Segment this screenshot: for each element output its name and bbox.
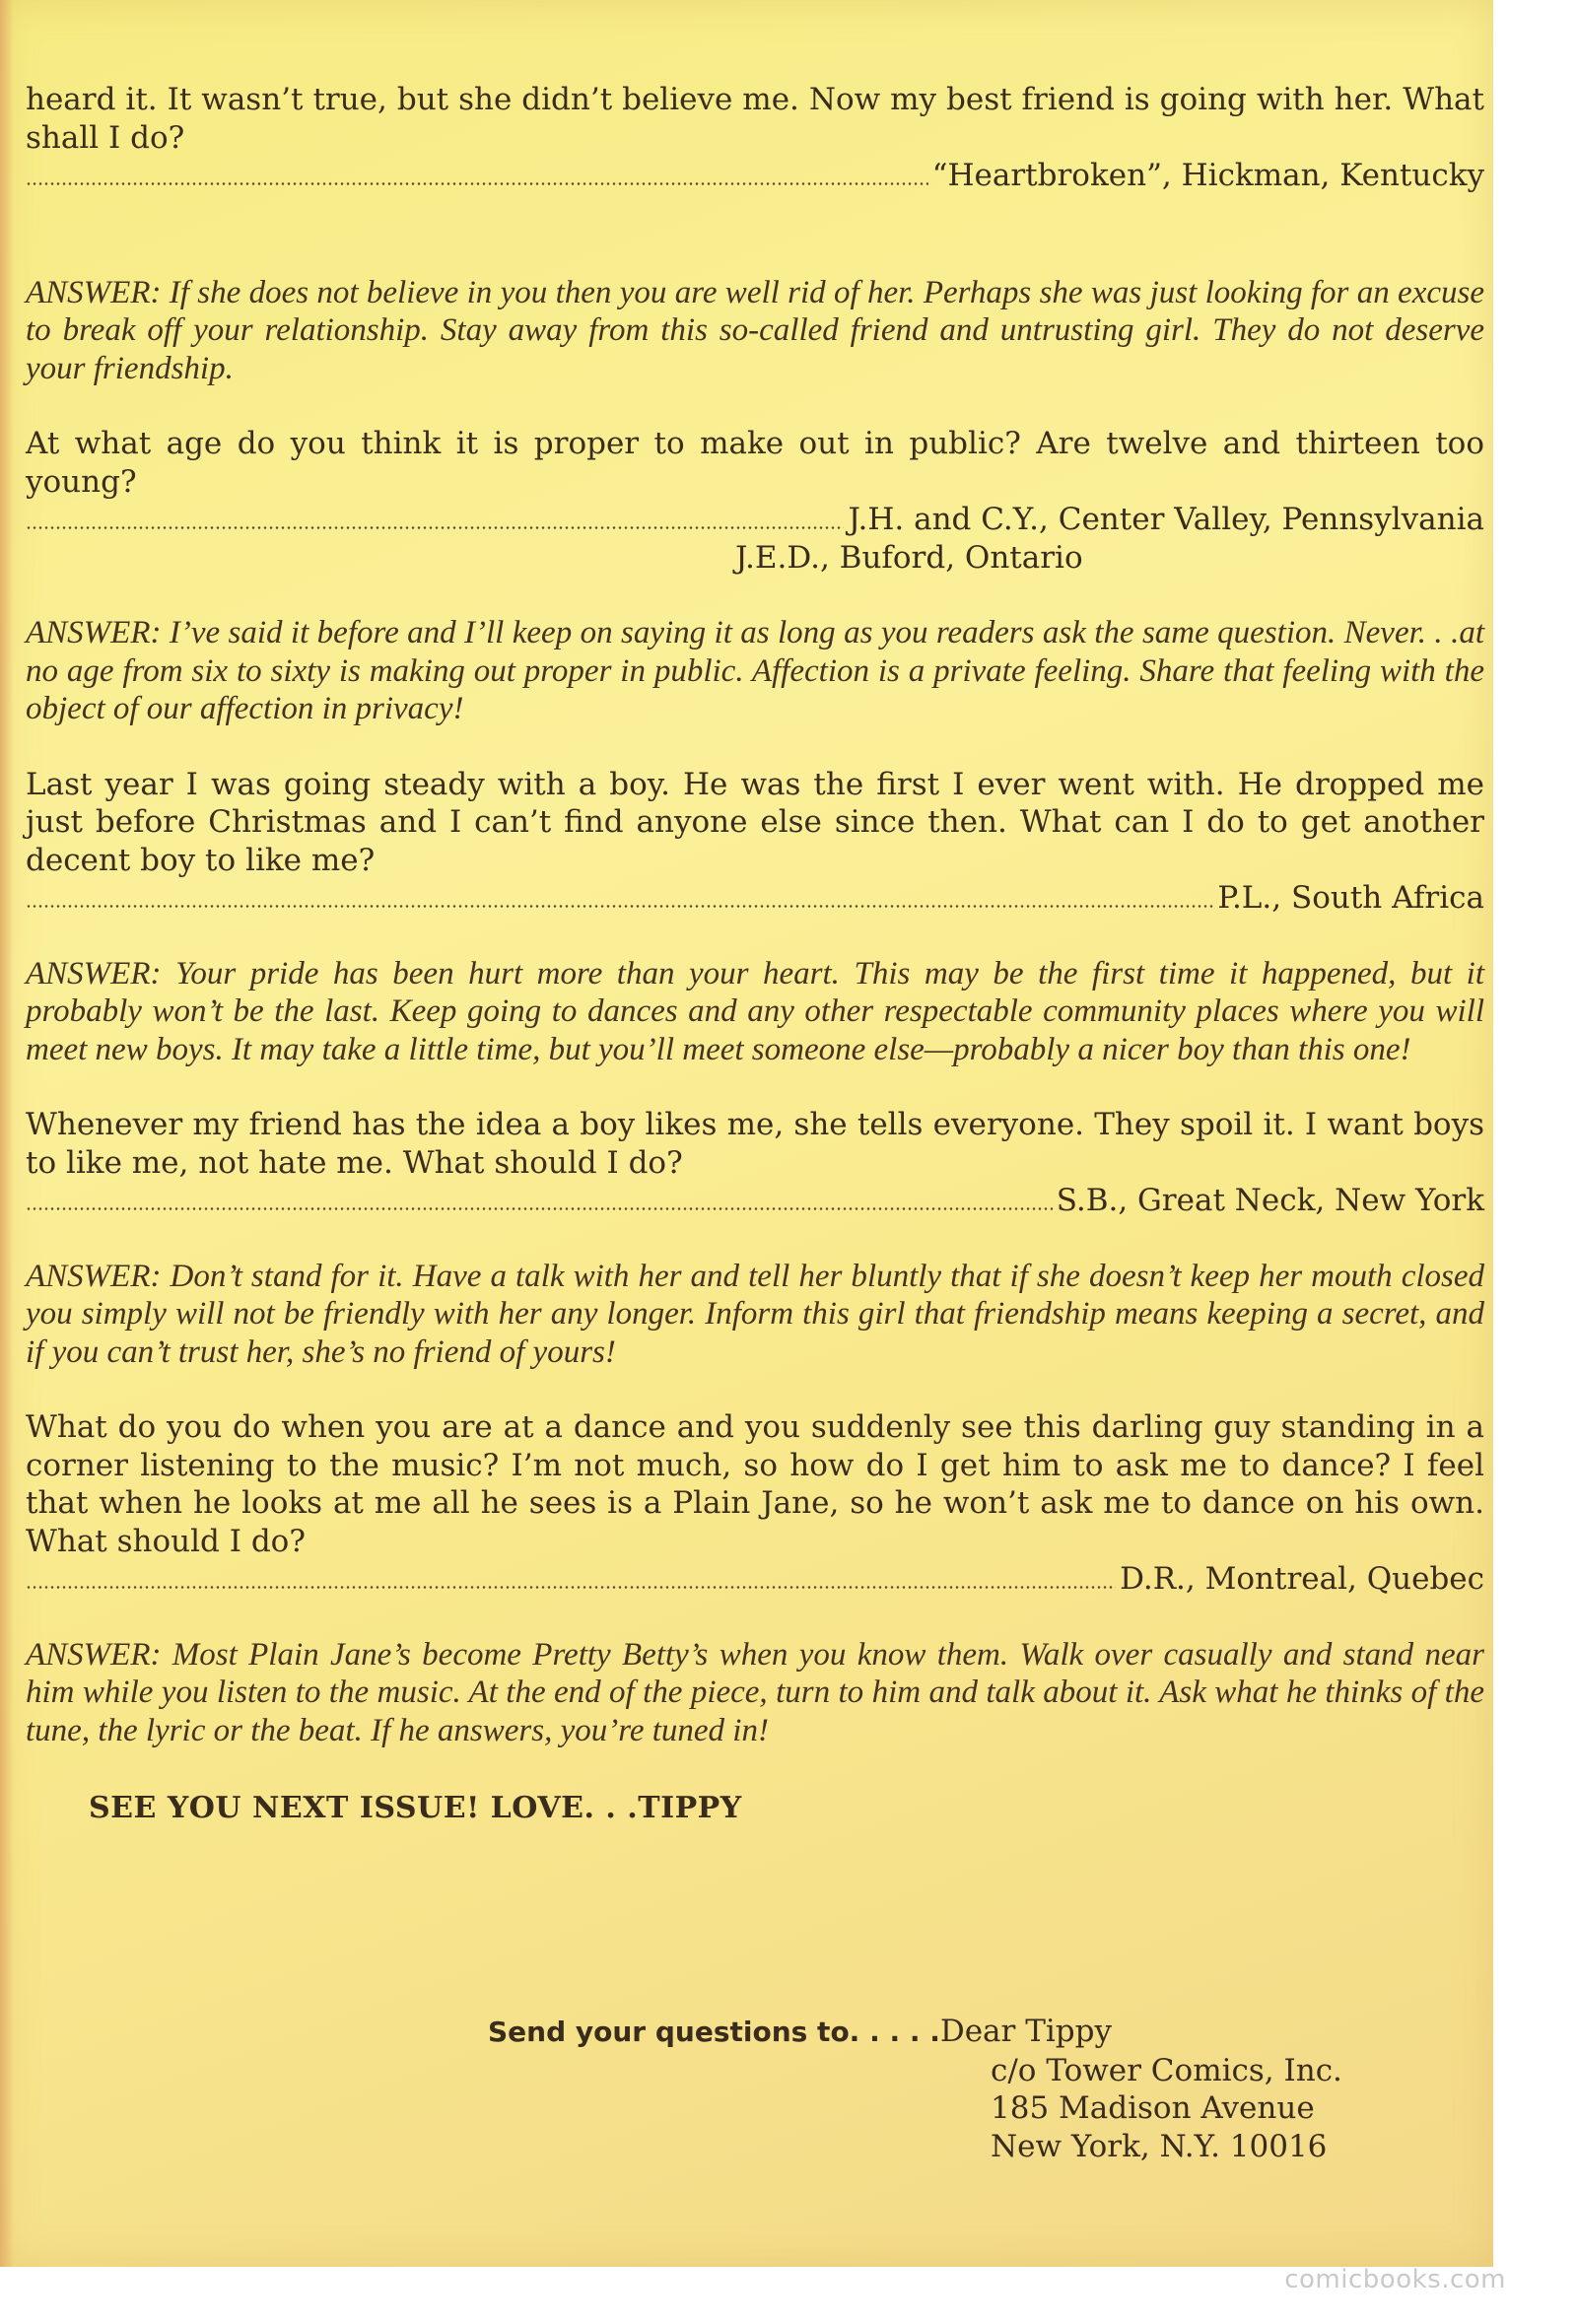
letter-signature-line [26, 157, 1484, 195]
letter-answer: ANSWER: Most Plain Jane’s become Pretty Betty’s when you know them. Walk over casually and stand near him while you listen to the music. At the end of the piece, turn to him and talk about it. Ask what he thinks of the tune, the lyric or the beat. If he answers, you’re tuned in! [26, 1636, 1484, 1748]
signoff: SEE YOU NEXT ISSUE! LOVE. . .TIPPY [89, 1791, 742, 1825]
letter-answer: ANSWER: I’ve said it before and I’ll keep on saying it as long as you readers ask the same question. Never. . .at no age from six to sixty is making out proper in public. Affection is a private feeling. Share that feeling with the object of our affection in privacy! [26, 615, 1484, 726]
letter-question: Last year I was going steady with a boy. He was the first I ever went with. He dropped me just before Christmas and I can’t find anyone else since then. What can I do to get another decent boy to like me? [26, 766, 1484, 878]
address-label: Send your questions to. . . . . [488, 2016, 940, 2048]
letter-question: Whenever my friend has the idea a boy likes me, she tells everyone. They spoil it. I want boys to like me, not hate me. What should I do? [26, 1107, 1484, 1181]
letter-question: At what age do you think it is proper to make out in public? Are twelve and thirteen too young? [26, 426, 1484, 500]
dotted-leader [26, 182, 928, 185]
mailing-address [488, 2013, 1342, 2165]
letter-signature-line [26, 879, 1484, 918]
letter-signature-line [26, 501, 1484, 539]
letter-signature: J.H. and C.Y., Center Valley, Pennsylvania [848, 502, 1484, 537]
dotted-leader [26, 905, 1213, 908]
letter-answer: ANSWER: If she does not believe in you then you are well rid of her. Perhaps she was just looking for an excuse to break off your relationship. Stay away from this so-called friend and untrusting girl. They do not deserve your friendship. [26, 274, 1484, 386]
dotted-leader [26, 526, 844, 529]
advice-column [26, 81, 1484, 1825]
dotted-leader [26, 1207, 1053, 1210]
dotted-leader [26, 1586, 1116, 1589]
letter-signature: S.B., Great Neck, New York [1056, 1183, 1484, 1218]
letter-signature-line [26, 1560, 1484, 1599]
letter-answer: ANSWER: Don’t stand for it. Have a talk with her and tell her bluntly that if she doesn’t keep her mouth closed you simply will not be friendly with her any longer. Inform this girl that friendship means keeping a secret, and if you can’t trust her, she’s no friend of yours! [26, 1258, 1484, 1370]
letter-answer: ANSWER: Your pride has been hurt more than your heart. This may be the first time it happened, but it probably won’t be the last. Keep going to dances and any other respectable community places where you will meet new boys. It may take a little time, but you’ll meet someone else—probably a nicer boy than this one! [26, 955, 1484, 1067]
address-line-4: New York, N.Y. 10016 [991, 2128, 1328, 2164]
letter-signature: P.L., South Africa [1217, 880, 1484, 916]
letter-signature-line [26, 1182, 1484, 1220]
address-line-1: Dear Tippy [939, 2014, 1113, 2049]
address-line-3: 185 Madison Avenue [991, 2090, 1315, 2126]
watermark: comicbooks.com [1284, 2265, 1506, 2294]
letter-question: heard it. It wasn’t true, but she didn’t believe me. Now my best friend is going with her. What shall I do? [26, 82, 1484, 156]
letter-question: What do you do when you are at a dance and you suddenly see this darling guy standing in a corner listening to the music? I’m not much, so how do I get him to ask me to dance? I feel that when he looks at me all he sees is a Plain Jane, so he won’t ask me to dance on his own. What should I do? [26, 1409, 1484, 1559]
address-line-2: c/o Tower Comics, Inc. [991, 2052, 1342, 2088]
letter-signature-secondary: J.E.D., Buford, Ontario [735, 539, 1083, 576]
letter-signature: “Heartbroken”, Hickman, Kentucky [931, 158, 1484, 193]
letter-signature: D.R., Montreal, Quebec [1120, 1561, 1484, 1597]
